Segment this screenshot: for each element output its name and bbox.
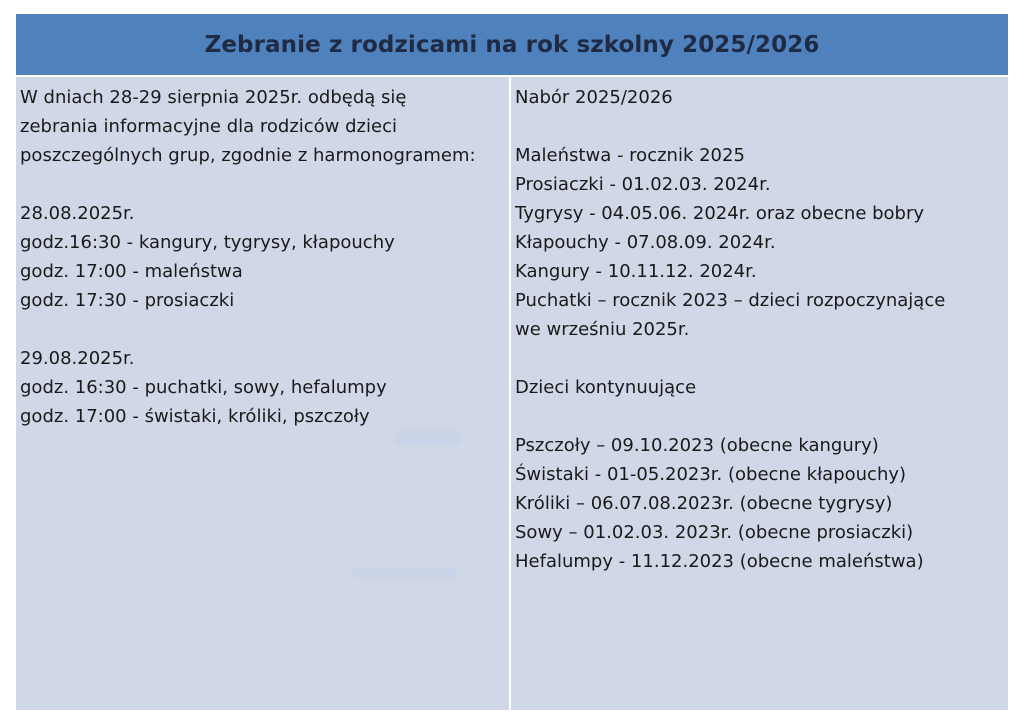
intro-line: zebrania informacyjne dla rodziców dzieci [20, 116, 397, 137]
group-item: Puchatki – rocznik 2023 – dzieci rozpoczynające [515, 290, 946, 311]
spacer [515, 344, 1008, 373]
group-item: we wrześniu 2025r. [515, 319, 690, 340]
enrollment-cell [511, 77, 1008, 710]
page-title: Zebranie z rodzicami na rok szkolny 2025/2026 [204, 31, 820, 58]
edit-artifact [395, 430, 460, 444]
group-item: Tygrysy - 04.05.06. 2024r. oraz obecne bobry [515, 203, 925, 224]
continuing-item: Świstaki - 01-05.2023r. (obecne kłapouchy) [515, 464, 907, 485]
table-header [16, 14, 1008, 77]
spacer [20, 315, 509, 344]
meeting-date: 29.08.2025r. [20, 348, 135, 369]
continuing-item: Hefalumpy - 11.12.2023 (obecne maleństwa) [515, 551, 924, 572]
continuing-item: Króliki – 06.07.08.2023r. (obecne tygrysy) [515, 493, 893, 514]
continuing-item: Pszczoły – 09.10.2023 (obecne kangury) [515, 435, 879, 456]
spacer [515, 402, 1008, 431]
meeting-item: godz. 17:00 - świstaki, króliki, pszczoły [20, 406, 370, 427]
continuing-heading: Dzieci kontynuujące [515, 377, 697, 398]
meeting-item: godz. 17:00 - maleństwa [20, 261, 243, 282]
schedule-table [16, 14, 1008, 710]
edit-artifact [352, 568, 457, 578]
meeting-item: godz. 16:30 - puchatki, sowy, hefalumpy [20, 377, 387, 398]
meeting-item: godz. 17:30 - prosiaczki [20, 290, 235, 311]
meeting-schedule-cell [16, 77, 511, 710]
intro-line: W dniach 28-29 sierpnia 2025r. odbędą się [20, 87, 407, 108]
group-item: Maleństwa - rocznik 2025 [515, 145, 745, 166]
continuing-item: Sowy – 01.02.03. 2023r. (obecne prosiaczki) [515, 522, 914, 543]
spacer [20, 170, 509, 199]
spacer [515, 112, 1008, 141]
meeting-item: godz.16:30 - kangury, tygrysy, kłapouchy [20, 232, 395, 253]
meeting-date: 28.08.2025r. [20, 203, 135, 224]
enrollment-heading: Nabór 2025/2026 [515, 87, 673, 108]
intro-line: poszczególnych grup, zgodnie z harmonogramem: [20, 145, 476, 166]
group-item: Prosiaczki - 01.02.03. 2024r. [515, 174, 771, 195]
group-item: Kangury - 10.11.12. 2024r. [515, 261, 757, 282]
group-item: Kłapouchy - 07.08.09. 2024r. [515, 232, 776, 253]
